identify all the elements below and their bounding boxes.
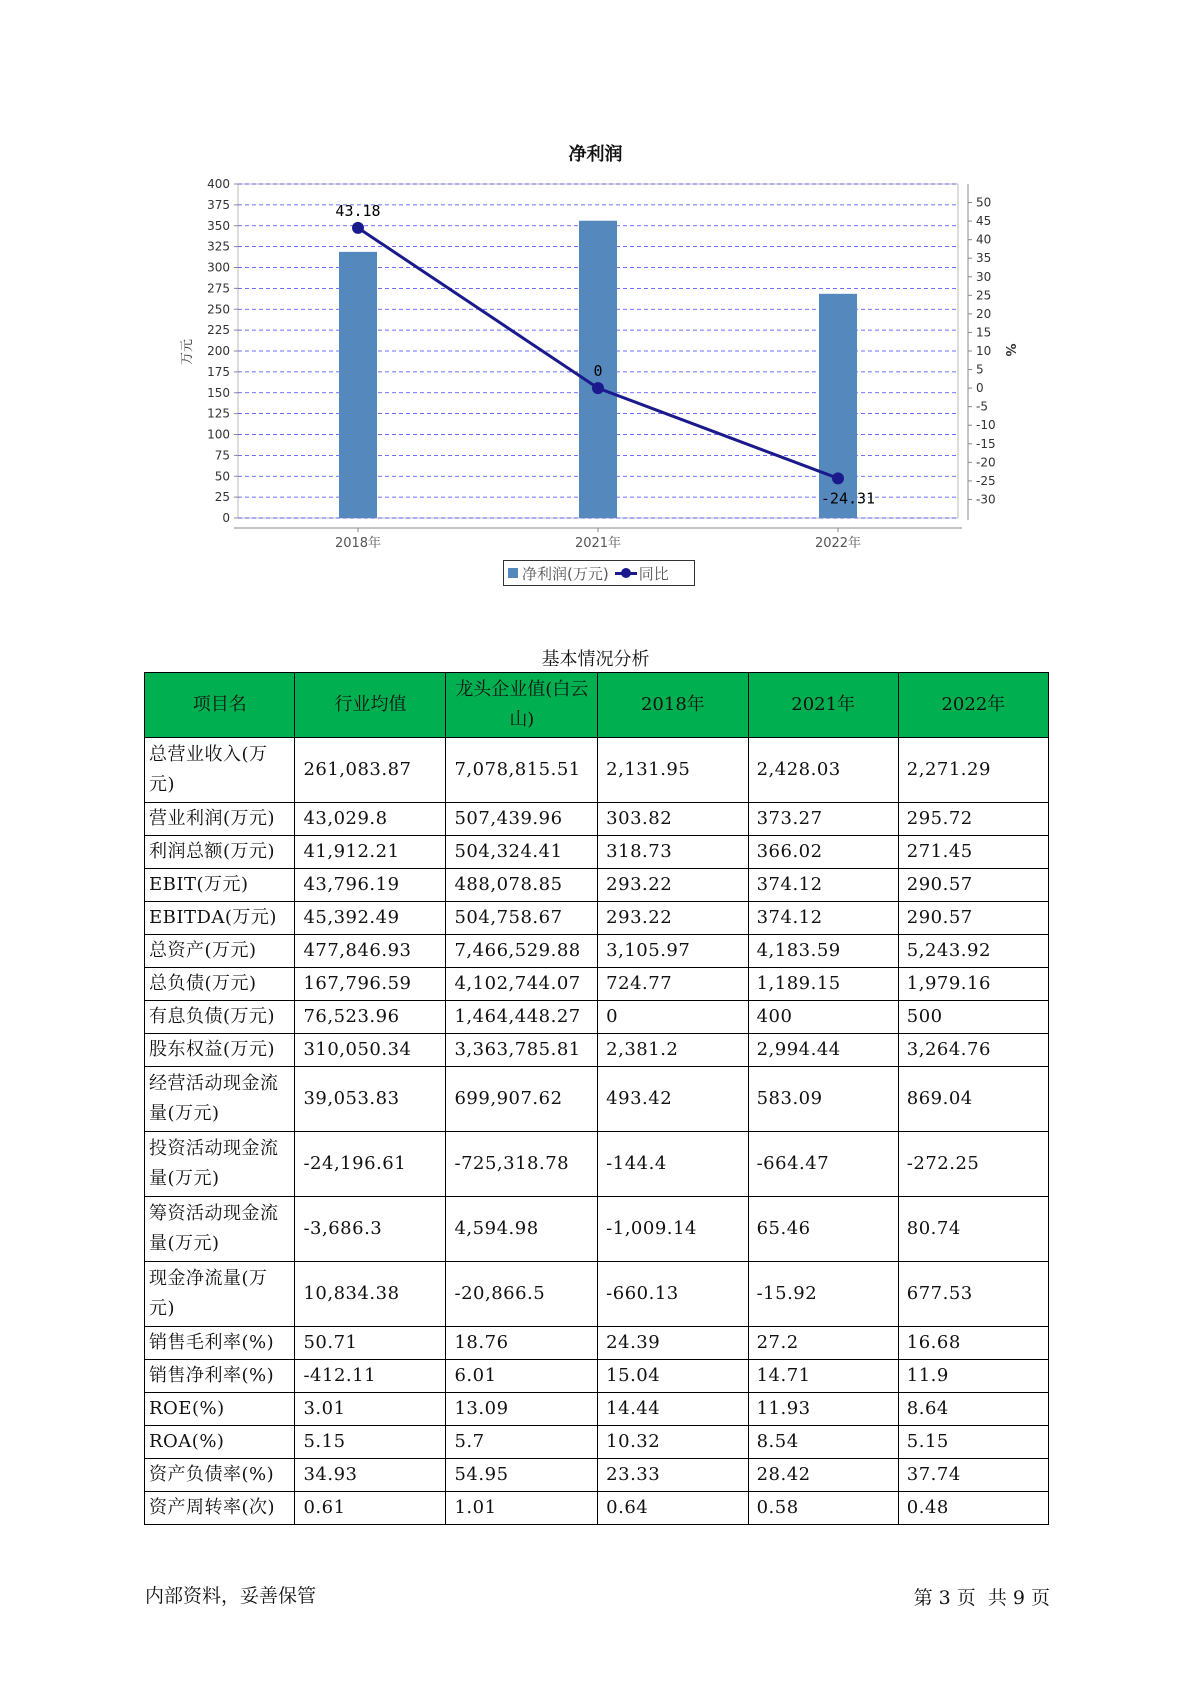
header-item-name: 项目名	[145, 673, 295, 738]
row-value: 37.74	[898, 1459, 1048, 1492]
table-row	[145, 738, 1049, 803]
yoy-data-label: -24.31	[820, 489, 876, 508]
yoy-data-label: 43.18	[335, 201, 381, 220]
row-value: 677.53	[898, 1262, 1048, 1327]
row-value: 8.54	[748, 1426, 898, 1459]
row-value: 80.74	[898, 1197, 1048, 1262]
footer-page-number: 第 3 页 共 9 页	[913, 1587, 1050, 1609]
y2-tick-label: 20	[976, 306, 992, 321]
row-value: 23.33	[598, 1459, 748, 1492]
row-value: 318.73	[598, 836, 748, 869]
row-label: 营业利润(万元)	[145, 803, 295, 836]
y2-tick-label: 30	[976, 269, 992, 284]
table-caption: 基本情况分析	[541, 649, 650, 670]
y-tick-label: 50	[214, 469, 230, 484]
row-value: 310,050.34	[295, 1034, 446, 1067]
y2-tick-label: -30	[976, 492, 996, 507]
row-value: 504,758.67	[446, 902, 598, 935]
chart-title: 净利润	[568, 144, 623, 165]
row-value: 869.04	[898, 1067, 1048, 1132]
row-label: 有息负债(万元)	[145, 1001, 295, 1034]
legend-bar-label: 净利润(万元)	[522, 564, 609, 583]
row-value: 1.01	[446, 1492, 598, 1525]
row-value: 0.61	[295, 1492, 446, 1525]
y-tick-label: 250	[207, 302, 230, 317]
y-tick-label: 375	[207, 197, 230, 212]
row-value: 699,907.62	[446, 1067, 598, 1132]
row-value: 5.15	[898, 1426, 1048, 1459]
y-tick-label: 275	[207, 281, 230, 296]
y-tick-label: 325	[207, 239, 230, 254]
row-value: 0.48	[898, 1492, 1048, 1525]
row-value: 303.82	[598, 803, 748, 836]
row-label: 经营活动现金流量(万元)	[145, 1067, 295, 1132]
row-value: 0.64	[598, 1492, 748, 1525]
row-label: 销售净利率(%)	[145, 1360, 295, 1393]
y2-tick-label: 25	[976, 288, 992, 303]
yoy-point	[832, 472, 844, 484]
row-value: 13.09	[446, 1393, 598, 1426]
y-tick-label: 400	[207, 177, 230, 191]
net-profit-chart	[0, 0, 1191, 560]
y2-tick-label: 40	[976, 232, 992, 247]
y-tick-label: 25	[214, 490, 230, 505]
row-value: 43,029.8	[295, 803, 446, 836]
row-label: 总资产(万元)	[145, 935, 295, 968]
y2-tick-label: 10	[976, 344, 992, 358]
table-row	[145, 1262, 1049, 1327]
row-value: 34.93	[295, 1459, 446, 1492]
table-row	[145, 1492, 1049, 1525]
row-value: 6.01	[446, 1360, 598, 1393]
y2-tick-label: -15	[976, 436, 996, 451]
row-value: 1,979.16	[898, 968, 1048, 1001]
table-row	[145, 836, 1049, 869]
table-row	[145, 1327, 1049, 1360]
header-industry-avg: 行业均值	[295, 673, 446, 738]
chart-legend	[503, 560, 695, 586]
row-label: 销售毛利率(%)	[145, 1327, 295, 1360]
row-value: 54.95	[446, 1459, 598, 1492]
row-value: 50.71	[295, 1327, 446, 1360]
row-value: 2,131.95	[598, 738, 748, 803]
row-value: 4,102,744.07	[446, 968, 598, 1001]
table-row	[145, 1197, 1049, 1262]
row-value: 24.39	[598, 1327, 748, 1360]
row-label: 利润总额(万元)	[145, 836, 295, 869]
row-value: 477,846.93	[295, 935, 446, 968]
legend-bar-swatch	[508, 568, 518, 578]
row-value: 3.01	[295, 1393, 446, 1426]
row-value: 3,264.76	[898, 1034, 1048, 1067]
row-value: 400	[748, 1001, 898, 1034]
header-2018: 2018年	[598, 673, 748, 738]
row-label: ROE(%)	[145, 1393, 295, 1426]
row-value: 3,363,785.81	[446, 1034, 598, 1067]
legend-line-swatch	[615, 568, 637, 578]
row-value: 18.76	[446, 1327, 598, 1360]
row-value: 583.09	[748, 1067, 898, 1132]
footer-confidential: 内部资料，妥善保管	[145, 1585, 317, 1607]
row-value: 10,834.38	[295, 1262, 446, 1327]
table-row	[145, 1459, 1049, 1492]
row-value: 65.46	[748, 1197, 898, 1262]
row-value: 271.45	[898, 836, 1048, 869]
y2-tick-label: 35	[976, 251, 992, 266]
x-tick-label: 2022年	[814, 536, 862, 551]
row-label: EBITDA(万元)	[145, 902, 295, 935]
y-tick-label: 350	[207, 218, 230, 233]
row-value: 28.42	[748, 1459, 898, 1492]
row-value: 167,796.59	[295, 968, 446, 1001]
y-tick-label: 300	[207, 260, 230, 275]
table-row	[145, 1132, 1049, 1197]
row-value: -20,866.5	[446, 1262, 598, 1327]
y-tick-label: 125	[207, 406, 230, 421]
row-value: 5,243.92	[898, 935, 1048, 968]
row-value: 8.64	[898, 1393, 1048, 1426]
x-tick-label: 2018年	[334, 536, 382, 551]
table-row	[145, 1426, 1049, 1459]
row-value: 493.42	[598, 1067, 748, 1132]
row-label: 现金净流量(万元)	[145, 1262, 295, 1327]
yoy-point	[352, 222, 364, 234]
row-value: -144.4	[598, 1132, 748, 1197]
table-row	[145, 935, 1049, 968]
y2-tick-label: -25	[976, 473, 996, 488]
row-value: 14.44	[598, 1393, 748, 1426]
row-value: 507,439.96	[446, 803, 598, 836]
y-axis-label: 万元	[180, 338, 195, 366]
y2-tick-label: 5	[976, 362, 984, 377]
row-value: 290.57	[898, 902, 1048, 935]
row-value: 724.77	[598, 968, 748, 1001]
table-row	[145, 1393, 1049, 1426]
row-label: 投资活动现金流量(万元)	[145, 1132, 295, 1197]
row-value: 76,523.96	[295, 1001, 446, 1034]
row-value: 3,105.97	[598, 935, 748, 968]
row-value: 15.04	[598, 1360, 748, 1393]
yoy-data-label: 0	[593, 362, 603, 381]
row-value: 0.58	[748, 1492, 898, 1525]
y-tick-label: 75	[214, 448, 230, 463]
row-value: 45,392.49	[295, 902, 446, 935]
row-value: 261,083.87	[295, 738, 446, 803]
row-label: ROA(%)	[145, 1426, 295, 1459]
row-value: 2,428.03	[748, 738, 898, 803]
table-row	[145, 869, 1049, 902]
y2-tick-label: 15	[976, 325, 992, 340]
row-value: 39,053.83	[295, 1067, 446, 1132]
row-value: 11.9	[898, 1360, 1048, 1393]
row-value: 2,271.29	[898, 738, 1048, 803]
basic-analysis-table	[144, 672, 1049, 1525]
row-value: -1,009.14	[598, 1197, 748, 1262]
y-tick-label: 175	[207, 364, 230, 379]
row-value: 7,466,529.88	[446, 935, 598, 968]
y2-tick-label: 45	[976, 214, 992, 229]
row-value: 1,464,448.27	[446, 1001, 598, 1034]
table-row	[145, 968, 1049, 1001]
row-value: 293.22	[598, 902, 748, 935]
row-label: 总营业收入(万元)	[145, 738, 295, 803]
y2-tick-label: -10	[976, 418, 996, 433]
row-value: 373.27	[748, 803, 898, 836]
row-value: 1,189.15	[748, 968, 898, 1001]
row-value: -664.47	[748, 1132, 898, 1197]
row-value: 5.15	[295, 1426, 446, 1459]
y-tick-label: 200	[207, 344, 230, 358]
row-value: -725,318.78	[446, 1132, 598, 1197]
row-value: 374.12	[748, 902, 898, 935]
row-value: 293.22	[598, 869, 748, 902]
row-label: 资产周转率(次)	[145, 1492, 295, 1525]
row-value: 4,594.98	[446, 1197, 598, 1262]
y2-tick-label: 0	[976, 381, 984, 396]
row-value: 374.12	[748, 869, 898, 902]
y-tick-label: 0	[222, 511, 230, 525]
row-label: 股东权益(万元)	[145, 1034, 295, 1067]
bar-2018年	[339, 252, 377, 518]
yoy-point	[592, 382, 604, 394]
table-row	[145, 1001, 1049, 1034]
row-value: 2,381.2	[598, 1034, 748, 1067]
table-row	[145, 1034, 1049, 1067]
row-label: EBIT(万元)	[145, 869, 295, 902]
y2-tick-label: 50	[976, 195, 992, 210]
row-value: 43,796.19	[295, 869, 446, 902]
row-value: 2,994.44	[748, 1034, 898, 1067]
table-row	[145, 803, 1049, 836]
row-value: 504,324.41	[446, 836, 598, 869]
row-value: 11.93	[748, 1393, 898, 1426]
row-label: 总负债(万元)	[145, 968, 295, 1001]
y2-tick-label: -20	[976, 455, 996, 470]
row-value: -412.11	[295, 1360, 446, 1393]
row-value: 4,183.59	[748, 935, 898, 968]
y-tick-label: 100	[207, 427, 230, 442]
table-row	[145, 902, 1049, 935]
row-value: 488,078.85	[446, 869, 598, 902]
header-2021: 2021年	[748, 673, 898, 738]
y2-axis-label: %	[1002, 343, 1017, 357]
row-value: 290.57	[898, 869, 1048, 902]
bar-2022年	[819, 294, 857, 518]
header-leader-value: 龙头企业值(白云山)	[446, 673, 598, 738]
table-row	[145, 1067, 1049, 1132]
y-tick-label: 150	[207, 385, 230, 400]
row-value: 5.7	[446, 1426, 598, 1459]
row-value: -660.13	[598, 1262, 748, 1327]
row-value: 366.02	[748, 836, 898, 869]
table-row	[145, 1360, 1049, 1393]
y-tick-label: 225	[207, 323, 230, 338]
row-value: 27.2	[748, 1327, 898, 1360]
table-header-row	[145, 673, 1049, 738]
row-value: 295.72	[898, 803, 1048, 836]
x-tick-label: 2021年	[574, 536, 622, 551]
row-value: 0	[598, 1001, 748, 1034]
legend-line-label: 同比	[638, 564, 669, 583]
row-value: 500	[898, 1001, 1048, 1034]
row-label: 筹资活动现金流量(万元)	[145, 1197, 295, 1262]
row-label: 资产负债率(%)	[145, 1459, 295, 1492]
row-value: -272.25	[898, 1132, 1048, 1197]
row-value: 41,912.21	[295, 836, 446, 869]
y2-tick-label: -5	[976, 399, 988, 414]
row-value: 16.68	[898, 1327, 1048, 1360]
row-value: -3,686.3	[295, 1197, 446, 1262]
row-value: 10.32	[598, 1426, 748, 1459]
header-2022: 2022年	[898, 673, 1048, 738]
row-value: -15.92	[748, 1262, 898, 1327]
row-value: 7,078,815.51	[446, 738, 598, 803]
row-value: -24,196.61	[295, 1132, 446, 1197]
row-value: 14.71	[748, 1360, 898, 1393]
